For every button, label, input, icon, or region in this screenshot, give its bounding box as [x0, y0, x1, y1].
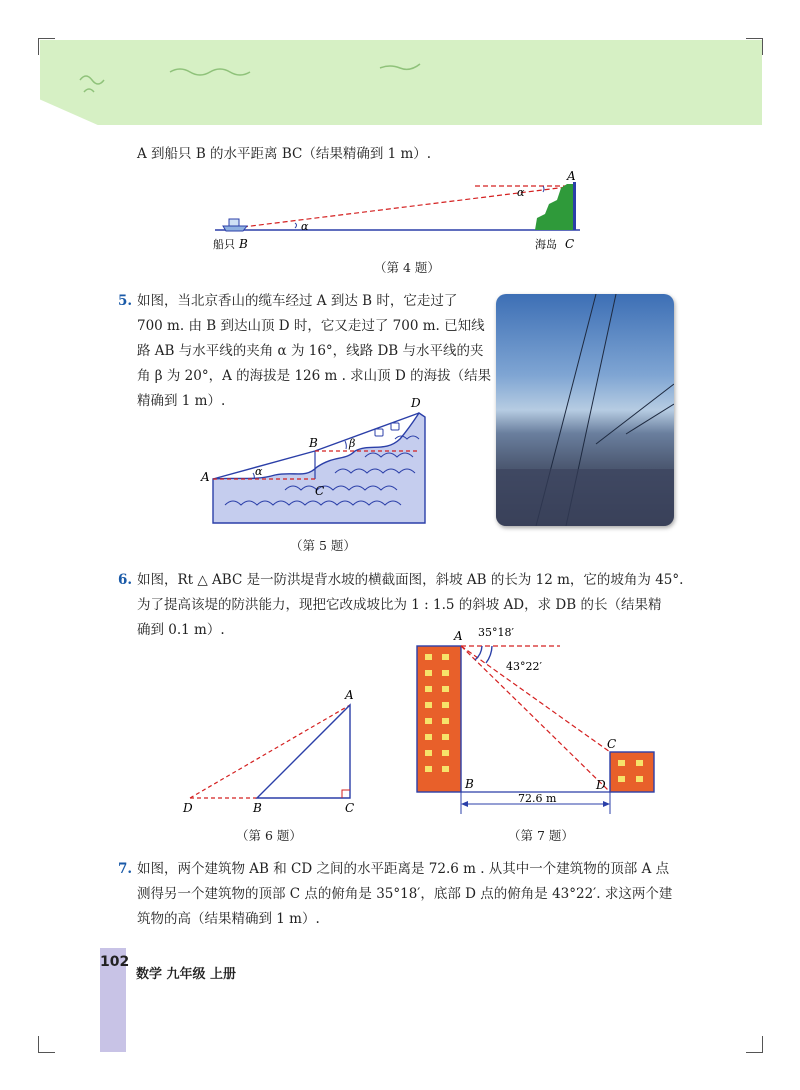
label-A: A — [201, 470, 210, 484]
banner-scribble-decoration — [60, 50, 460, 110]
label-D: D — [183, 801, 193, 815]
dim-arrow-left — [461, 801, 468, 807]
label-D: D — [596, 778, 606, 792]
label-ship: 船只 — [213, 238, 235, 251]
lighthouse — [573, 182, 576, 230]
problem7-figure — [410, 622, 670, 820]
problem7-number: 7. — [118, 861, 133, 877]
label-island: 海岛 — [535, 238, 557, 251]
problem7-caption: （第 7 题） — [508, 828, 574, 843]
label-D: D — [411, 396, 421, 410]
problem6-caption: （第 6 题） — [236, 828, 302, 843]
label-A: A — [454, 629, 463, 643]
cable-photo-lines — [496, 294, 674, 526]
label-alpha: α — [255, 465, 263, 478]
angle-arc-1 — [486, 646, 492, 663]
angle-arc-2 — [475, 646, 482, 660]
problem5-line: 路 AB 与水平线的夹角 α 为 16°，线路 DB 与水平线的夹 — [137, 343, 484, 359]
label-A: A — [345, 688, 354, 702]
crop-mark-bottom-left — [38, 1036, 55, 1053]
label-alpha-top: α — [517, 186, 525, 199]
label-C: C — [607, 737, 617, 751]
problem6-line: 为了提高该堤的防洪能力，现把它改成坡比为 1 : 1.5 的斜坡 AD，求 DB 的长（结果精 — [137, 597, 662, 613]
page-number-tab — [100, 948, 130, 1052]
right-angle-mark — [342, 790, 350, 798]
problem5-figure — [195, 395, 440, 530]
problem7-line: 如图，两个建筑物 AB 和 CD 之间的水平距离是 72.6 m . 从其中一个建筑物的顶部 A 点 — [137, 861, 670, 877]
page-number: 102 — [100, 954, 130, 970]
problem5-number: 5. — [118, 293, 133, 309]
ship-icon — [223, 219, 247, 231]
problem5-line: 700 m. 由 B 到达山顶 D 时，它又走过了 700 m. 已知线 — [137, 318, 485, 334]
crop-mark-bottom-right — [746, 1036, 763, 1053]
label-C: C — [345, 801, 355, 815]
label-beta: β — [349, 437, 356, 450]
dim-arrow-right — [603, 801, 610, 807]
problem6-line: 确到 0.1 m）. — [137, 622, 225, 638]
label-B: B — [253, 801, 262, 815]
problem7-line: 测得另一个建筑物的顶部 C 点的俯角是 35°18′，底部 D 点的俯角是 43°22′. 求这两个建 — [137, 886, 673, 902]
island-shape — [535, 184, 575, 230]
angle-label-1: 35°18′ — [478, 626, 514, 639]
label-alpha-bottom: α — [301, 220, 309, 233]
label-C: C — [565, 237, 575, 251]
label-B: B — [309, 436, 318, 450]
problem4-caption: （第 4 题） — [374, 260, 440, 275]
problem4-text: A 到船只 B 的水平距离 BC（结果精确到 1 m）. — [137, 146, 432, 162]
label-B: B — [465, 777, 474, 791]
problem7-text — [137, 857, 672, 932]
problem5-line: 角 β 为 20°，A 的海拔是 126 m . 求山顶 D 的海拔（结果 — [137, 368, 492, 384]
problem6-figure — [175, 685, 365, 820]
building-CD — [610, 752, 654, 792]
distance-label: 72.6 m — [518, 792, 557, 805]
problem6-number: 6. — [118, 572, 133, 588]
cable-car-photo — [496, 294, 674, 526]
problem5-caption: （第 5 题） — [290, 538, 356, 553]
problem5-line: 精确到 1 m）. — [137, 393, 226, 409]
label-A: A — [567, 169, 576, 183]
label-C: C — [315, 484, 325, 498]
problem6-line: 如图，Rt △ ABC 是一防洪堤背水坡的横截面图，斜坡 AB 的长为 12 m，它的坡角为 45°. — [137, 572, 684, 588]
angle-label-2: 43°22′ — [506, 660, 542, 673]
book-title: 数学 九年级 上册 — [136, 967, 237, 982]
problem7-line: 筑物的高（结果精确到 1 m）. — [137, 911, 320, 927]
label-B: B — [239, 237, 248, 251]
building-AB — [417, 646, 461, 792]
problem5-line: 如图，当北京香山的缆车经过 A 到达 B 时，它走过了 — [137, 293, 458, 309]
